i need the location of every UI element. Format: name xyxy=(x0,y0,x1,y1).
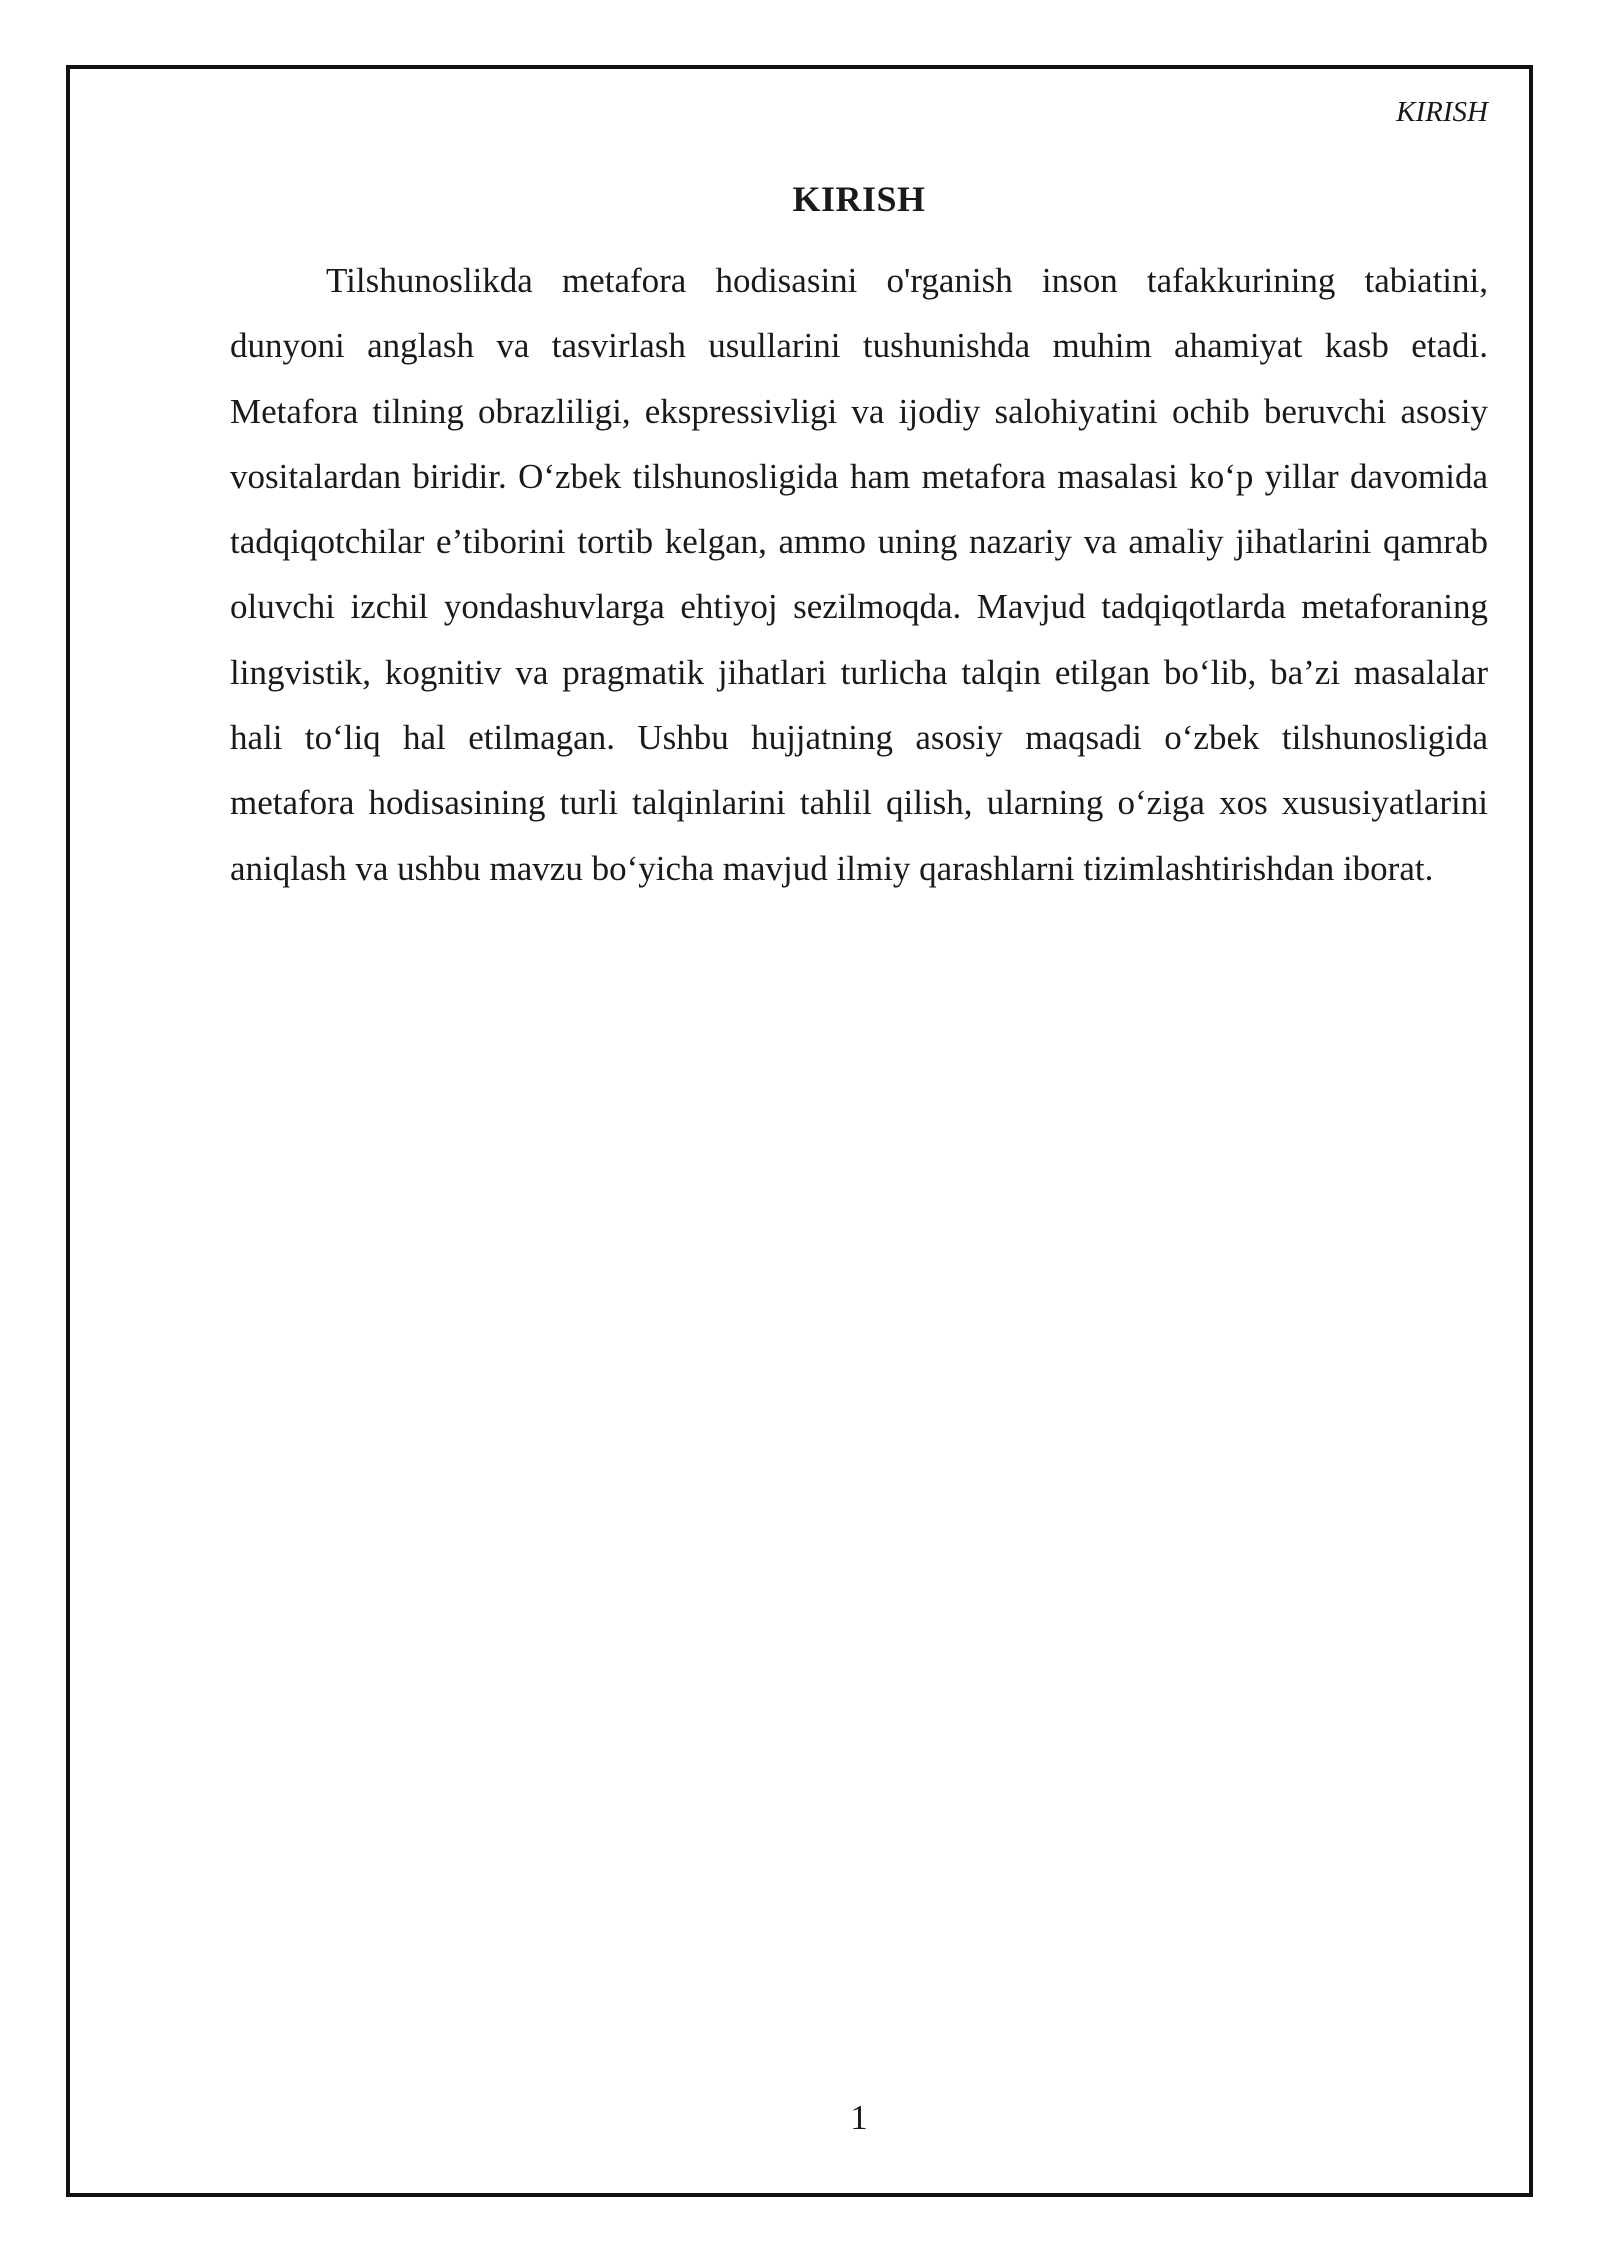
body-paragraph: Tilshunoslikda metafora hodisasini o'rganish inson tafakkurining tabiatini, dunyoni anglash va tasvirlash usullarini tushunishda muhim ahamiyat kasb etadi. Metafora tilning obrazliligi, ekspressivligi va ijodiy salohiyatini ochib beruvchi asosiy vositalardan biridir. O‘zbek tilshunosligida ham metafora masalasi ko‘p yillar davomida tadqiqotchilar e’tiborini tortib kelgan, ammo uning nazariy va amaliy jihatlarini qamrab oluvchi izchil yondashuvlarga ehtiyoj sezilmoqda. Mavjud tadqiqotlarda metaforaning lingvistik, kognitiv va pragmatik jihatlari turlicha talqin etilgan bo‘lib, ba’zi masalalar hali to‘liq hal etilmagan. Ushbu hujjatning asosiy maqsadi o‘zbek tilshunosligida metafora hodisasining turli talqinlarini tahlil qilish, ularning o‘ziga xos xususiyatlarini aniqlash va ushbu mavzu bo‘yicha mavjud ilmiy qarashlarni tizimlashtirishdan iborat. xyxy=(230,261,1488,888)
running-header: KIRISH xyxy=(1396,96,1488,128)
page-number: 1 xyxy=(850,2098,868,2137)
section-title: KIRISH xyxy=(792,179,926,220)
